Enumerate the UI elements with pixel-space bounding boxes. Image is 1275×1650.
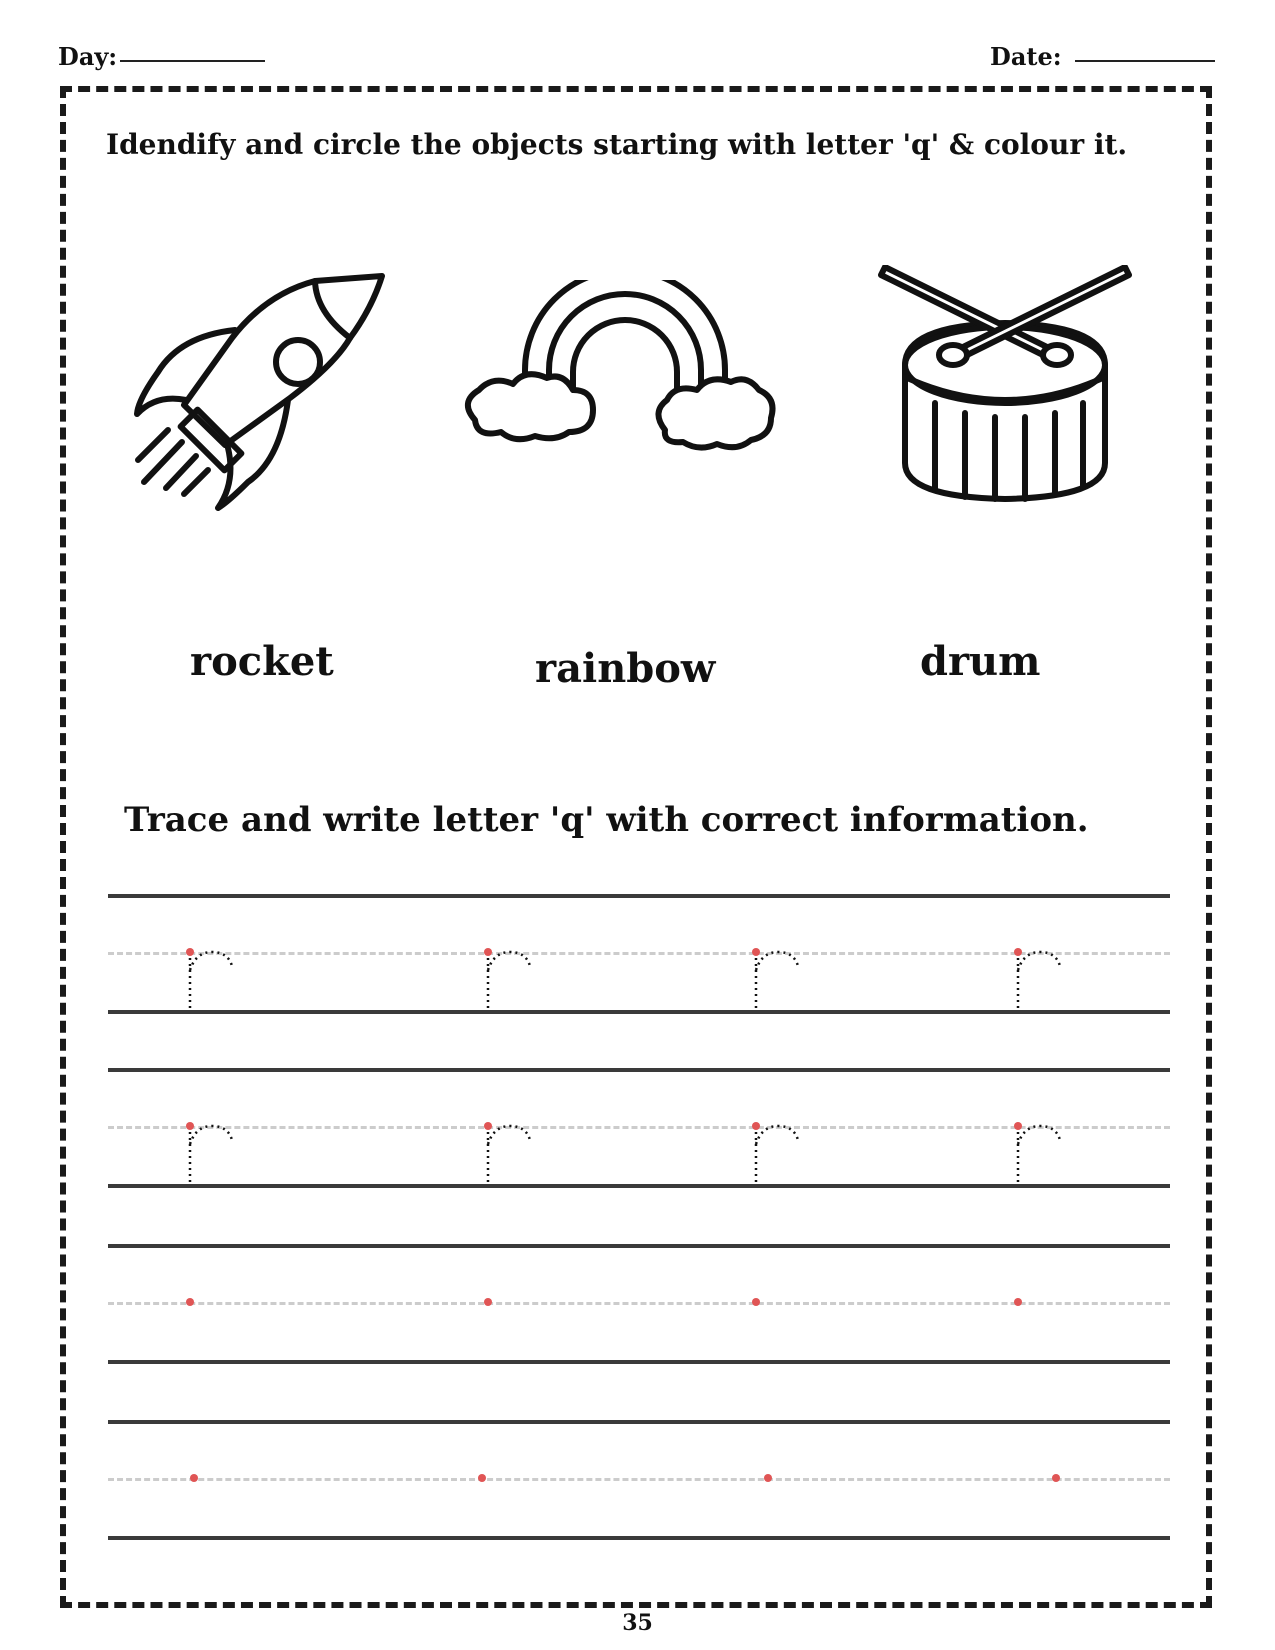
rocket-label: rocket: [190, 638, 334, 685]
page-number: 35: [622, 1610, 653, 1636]
base-rule[interactable]: [108, 1536, 1170, 1540]
mid-guide-line[interactable]: [108, 1302, 1170, 1305]
start-dot: [1014, 948, 1022, 956]
start-dot: [478, 1474, 486, 1482]
dotted-letter-r[interactable]: [1012, 1118, 1072, 1188]
start-dot: [190, 1474, 198, 1482]
start-dot-marker[interactable]: [1012, 1294, 1072, 1364]
start-dot: [1052, 1474, 1060, 1482]
dotted-letter-r[interactable]: [482, 1118, 542, 1188]
base-rule[interactable]: [108, 1010, 1170, 1014]
base-rule[interactable]: [108, 1184, 1170, 1188]
start-dot: [1014, 1122, 1022, 1130]
rainbow-icon[interactable]: [455, 280, 785, 470]
rocket-icon[interactable]: [120, 260, 400, 540]
drum-label: drum: [920, 638, 1041, 685]
start-dot: [484, 1298, 492, 1306]
top-rule[interactable]: [108, 894, 1170, 898]
trace-instruction: Trace and write letter 'q' with correct information.: [124, 800, 1089, 840]
top-rule[interactable]: [108, 1068, 1170, 1072]
day-field-line[interactable]: [120, 60, 265, 62]
day-label: Day:: [58, 42, 118, 71]
dotted-letter-r[interactable]: [750, 1118, 810, 1188]
start-dot: [752, 1298, 760, 1306]
start-dot: [186, 1122, 194, 1130]
base-rule[interactable]: [108, 1360, 1170, 1364]
dotted-letter-r[interactable]: [1012, 944, 1072, 1014]
start-dot-marker[interactable]: [482, 1294, 542, 1364]
rainbow-label: rainbow: [535, 645, 716, 692]
date-field-line[interactable]: [1075, 60, 1215, 62]
mid-guide-line[interactable]: [108, 952, 1170, 955]
start-dot-marker[interactable]: [476, 1470, 536, 1540]
dotted-letter-r[interactable]: [184, 1118, 244, 1188]
top-rule[interactable]: [108, 1420, 1170, 1424]
start-dot-marker[interactable]: [762, 1470, 822, 1540]
mid-guide-line[interactable]: [108, 1126, 1170, 1129]
mid-guide-line[interactable]: [108, 1478, 1170, 1481]
dotted-letter-r[interactable]: [184, 944, 244, 1014]
top-rule[interactable]: [108, 1244, 1170, 1248]
identify-instruction: Idendify and circle the objects starting with letter 'q' & colour it.: [106, 128, 1128, 161]
start-dot-marker[interactable]: [184, 1294, 244, 1364]
start-dot: [1014, 1298, 1022, 1306]
date-label: Date:: [990, 42, 1062, 71]
start-dot-marker[interactable]: [188, 1470, 248, 1540]
drum-icon[interactable]: [875, 265, 1135, 505]
start-dot: [186, 948, 194, 956]
start-dot-marker[interactable]: [750, 1294, 810, 1364]
dotted-letter-r[interactable]: [482, 944, 542, 1014]
start-dot: [484, 948, 492, 956]
start-dot: [752, 1122, 760, 1130]
start-dot: [752, 948, 760, 956]
start-dot: [764, 1474, 772, 1482]
start-dot-marker[interactable]: [1050, 1470, 1110, 1540]
dotted-letter-r[interactable]: [750, 944, 810, 1014]
start-dot: [484, 1122, 492, 1130]
start-dot: [186, 1298, 194, 1306]
